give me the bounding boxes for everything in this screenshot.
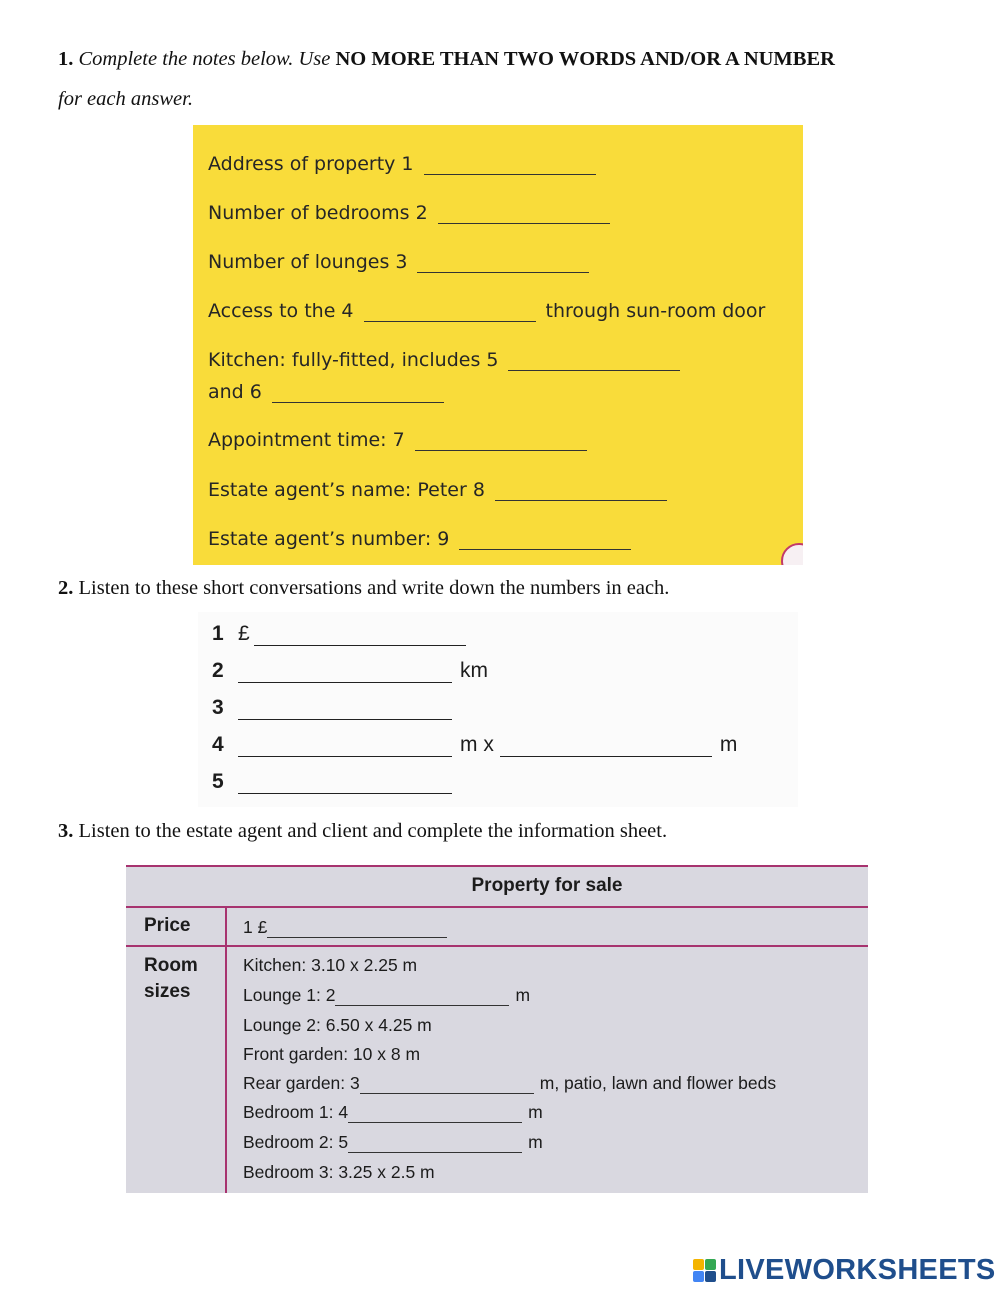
table-top-border (126, 865, 868, 867)
number-blank-1[interactable] (254, 627, 466, 646)
room-unit: m (528, 1132, 543, 1152)
note-label: Appointment time: 7 (208, 429, 405, 451)
row-number: 5 (212, 770, 224, 793)
number-row-4 (212, 733, 737, 757)
number-row-2 (212, 659, 488, 683)
notes-card (193, 125, 803, 565)
room-text: Lounge 1: 2 (243, 985, 336, 1005)
room-row-rear-garden (243, 1073, 776, 1094)
room-text: Bedroom 1: 4 (243, 1102, 349, 1122)
room-row-bedroom-1 (243, 1102, 543, 1123)
unit-label: km (460, 659, 488, 682)
logo-square (693, 1259, 704, 1270)
logo-square (693, 1271, 704, 1282)
note-line-2 (208, 202, 620, 224)
number-blank-4a[interactable] (238, 738, 452, 757)
price-label: Price (144, 915, 191, 936)
room-row-front-garden (243, 1044, 420, 1065)
unit-label: m x (460, 733, 494, 756)
room-text: Rear garden: 3 (243, 1073, 360, 1093)
logo-square (705, 1271, 716, 1282)
price-value: 1 £ (243, 917, 268, 937)
property-info-sheet (126, 865, 868, 1193)
number-row-3 (212, 696, 460, 720)
note-line-7 (208, 429, 597, 451)
section-3-instruction-text: Listen to the estate agent and client and complete the information sheet. (78, 820, 668, 842)
number-blank-4b[interactable] (500, 738, 712, 757)
price-row (243, 917, 453, 938)
room-row-bedroom-3 (243, 1162, 435, 1183)
note-line-3 (208, 251, 599, 273)
room-text: Front garden: 10 x 8 m (243, 1044, 421, 1064)
section-1-instruction-cont (58, 88, 193, 111)
section-1-instruction-text: Complete the notes below. Use (78, 48, 331, 70)
note-label: Kitchen: fully-fitted, includes 5 (208, 349, 499, 371)
note-label: Access to the 4 (208, 300, 354, 322)
answer-blank-8[interactable] (495, 482, 667, 501)
number-row-1 (212, 622, 474, 646)
row-number: 3 (212, 696, 224, 719)
row-number: 2 (212, 659, 224, 682)
room-sizes-label-line2: sizes (144, 981, 191, 1002)
room-row-lounge-2 (243, 1015, 432, 1036)
section-2-instruction (58, 577, 669, 600)
logo-grid-icon (693, 1259, 716, 1282)
answer-blank-4[interactable] (364, 303, 536, 322)
note-label: and 6 (208, 381, 262, 403)
answer-blank-7[interactable] (415, 432, 587, 451)
section-3-number: 3. (58, 820, 74, 842)
answer-blank-9[interactable] (459, 531, 631, 550)
note-line-4 (208, 300, 765, 322)
note-line-5 (208, 349, 690, 371)
number-blank-5[interactable] (238, 775, 452, 794)
room-sizes-label (144, 953, 198, 1005)
number-blank-2[interactable] (238, 664, 452, 683)
section-1-instruction-text-2: for each answer. (58, 88, 193, 110)
unit-label: m (719, 733, 738, 756)
number-row-5 (212, 770, 460, 794)
row-number: 4 (212, 733, 224, 756)
room-text: Bedroom 2: 5 (243, 1132, 349, 1152)
section-2-number: 2. (58, 577, 74, 599)
section-1-number: 1. (58, 48, 74, 70)
logo-text: LIVEWORKSHEETS (719, 1253, 996, 1286)
numbers-exercise (198, 612, 798, 807)
room-text: Kitchen: 3.10 x 2.25 m (243, 955, 418, 975)
answer-blank-2[interactable] (438, 205, 610, 224)
room-unit: m (515, 985, 531, 1005)
answer-blank-5[interactable] (508, 352, 680, 371)
logo-square (705, 1259, 716, 1270)
note-label: Estate agent’s name: Peter 8 (208, 479, 485, 501)
room-row-lounge-1 (243, 985, 530, 1006)
bedroom-2-blank[interactable] (348, 1136, 522, 1153)
table-divider (126, 945, 868, 947)
room-unit: m (528, 1102, 543, 1122)
section-2-instruction-text: Listen to these short conversations and write down the numbers in each. (78, 577, 670, 599)
note-label: Number of bedrooms 2 (208, 202, 428, 224)
section-3-instruction (58, 820, 667, 843)
answer-blank-6[interactable] (272, 384, 444, 403)
note-line-9 (208, 528, 641, 550)
room-text: Bedroom 3: 3.25 x 2.5 m (243, 1162, 435, 1182)
table-column-divider (225, 906, 227, 1193)
room-sizes-label-line1: Room (144, 955, 198, 976)
table-divider (126, 906, 868, 908)
answer-blank-1[interactable] (424, 156, 596, 175)
note-trailing-text: through sun-room door (545, 300, 766, 322)
section-1-instruction-emphasis: NO MORE THAN TWO WORDS AND/OR A NUMBER (335, 48, 835, 70)
bedroom-1-blank[interactable] (348, 1106, 522, 1123)
table-title: Property for sale (471, 875, 623, 896)
room-text: Lounge 2: 6.50 x 4.25 m (243, 1015, 432, 1035)
section-1-instruction (58, 48, 835, 71)
lounge-1-blank[interactable] (335, 989, 509, 1006)
rear-garden-blank[interactable] (360, 1077, 534, 1094)
note-line-1 (208, 153, 606, 175)
note-line-6 (208, 381, 454, 403)
answer-blank-3[interactable] (417, 254, 589, 273)
note-label: Estate agent’s number: 9 (208, 528, 450, 550)
number-blank-3[interactable] (238, 701, 452, 720)
room-row-kitchen (243, 955, 417, 976)
note-label: Number of lounges 3 (208, 251, 408, 273)
note-label: Address of property 1 (208, 153, 414, 175)
currency-prefix: £ (238, 622, 250, 645)
note-line-8 (208, 479, 677, 501)
row-number: 1 (212, 622, 224, 645)
room-row-bedroom-2 (243, 1132, 543, 1153)
liveworksheets-logo (693, 1252, 996, 1288)
page-curl-decoration (781, 543, 803, 565)
price-blank[interactable] (267, 921, 447, 938)
room-unit: m, patio, lawn and flower beds (539, 1073, 777, 1093)
